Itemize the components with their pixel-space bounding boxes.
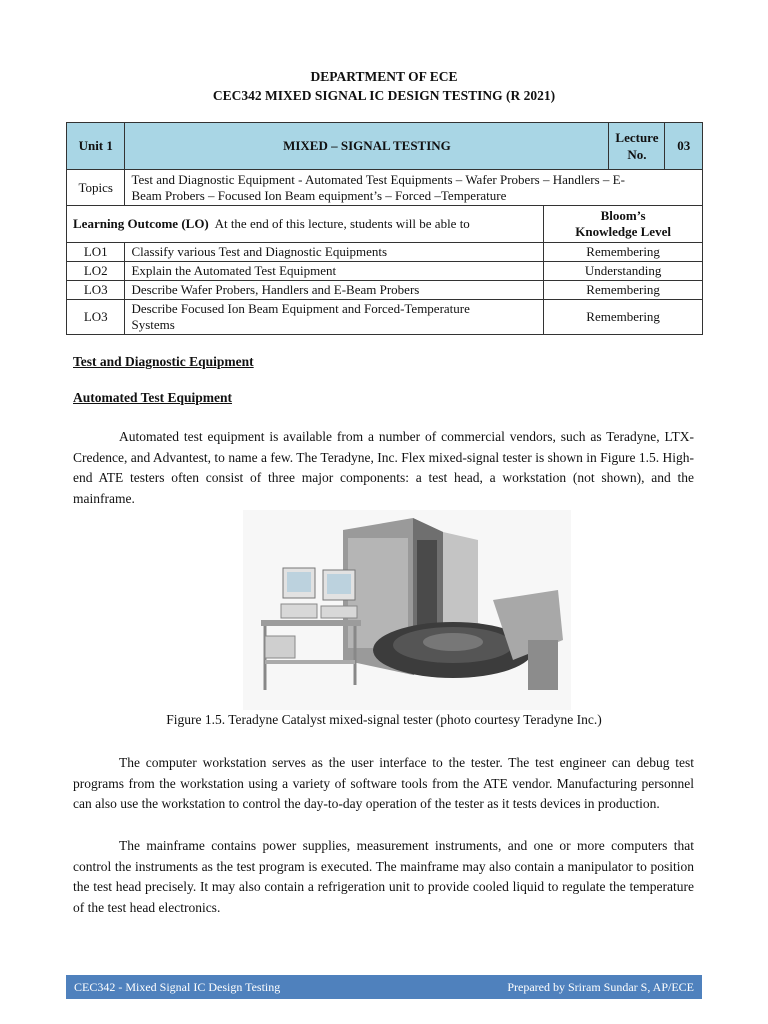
unit-title: MIXED – SIGNAL TESTING	[125, 123, 609, 170]
lo-text-line1: Describe Focused Ion Beam Equipment and Forced-Temperature	[131, 301, 470, 316]
paragraph-ate-intro: Automated test equipment is available from a number of commercial vendors, such as Teradyne, LTX-Credence, and Advantest, to name a few. The Teradyne, Inc. Flex mixed-signal tester is shown in Figure 1.5. High-end ATE testers often consist of three major components: a test head, a workstation (not shown), and the mainframe.	[73, 429, 694, 506]
topics-line2: Beam Probers – Focused Ion Beam equipment’s – Forced –Temperature	[131, 187, 507, 203]
lo-intro: At the end of this lecture, students will be able to	[214, 216, 470, 231]
lo-level: Understanding	[544, 262, 703, 281]
blooms-heading-line2: Knowledge Level	[575, 224, 671, 239]
lo-id: LO1	[67, 243, 125, 262]
lo-text	[125, 300, 544, 335]
footer-course: CEC342 - Mixed Signal IC Design Testing	[74, 979, 281, 994]
table-row	[67, 300, 703, 335]
lo-level: Remembering	[544, 243, 703, 262]
course-heading: CEC342 MIXED SIGNAL IC DESIGN TESTING (R 2021)	[212, 88, 556, 103]
topics-label: Topics	[67, 170, 125, 206]
lo-text: Explain the Automated Test Equipment	[125, 262, 544, 281]
topics-text	[125, 170, 703, 206]
lo-id: LO3	[67, 281, 125, 300]
lo-text: Classify various Test and Diagnostic Equipments	[125, 243, 544, 262]
lo-heading-cell	[67, 206, 544, 243]
section-heading-ate: Automated Test Equipment	[73, 390, 233, 405]
lecture-info-table	[66, 122, 703, 335]
topics-line1: Test and Diagnostic Equipment - Automated Test Equipments – Wafer Probers – Handlers – E-	[131, 171, 625, 187]
tester-illustration	[243, 510, 571, 710]
lo-heading: Learning Outcome (LO)	[73, 216, 209, 231]
lo-text: Describe Wafer Probers, Handlers and E-Beam Probers	[125, 281, 544, 300]
department-heading: DEPARTMENT OF ECE	[310, 69, 458, 84]
table-row	[67, 243, 703, 262]
lecture-label	[609, 123, 665, 170]
unit-label: Unit 1	[67, 123, 125, 170]
blooms-heading	[544, 206, 703, 243]
tester-photo	[243, 510, 571, 710]
section-heading-test-diagnostic: Test and Diagnostic Equipment	[73, 354, 254, 369]
table-row	[67, 281, 703, 300]
blooms-heading-line1: Bloom’s	[600, 208, 646, 223]
figure-caption: Figure 1.5. Teradyne Catalyst mixed-signal tester (photo courtesy Teradyne Inc.)	[166, 712, 602, 727]
lo-text-line2: Systems	[131, 317, 175, 332]
footer-author: Prepared by Sriram Sundar S, AP/ECE	[507, 979, 694, 994]
lecture-label-line1: Lecture	[615, 130, 659, 145]
paragraph-workstation: The computer workstation serves as the user interface to the tester. The test engineer can debug test programs from the workstation using a variety of software tools from the ATE vendor. Manufacturing personnel can also use the workstation to control the day-to-day operation of the tester as it tests devices in production.	[73, 755, 694, 812]
lo-level: Remembering	[544, 300, 703, 335]
lo-id: LO3	[67, 300, 125, 335]
lo-level: Remembering	[544, 281, 703, 300]
paragraph-mainframe: The mainframe contains power supplies, measurement instruments, and one or more computers that control the instruments as the test program is executed. The mainframe may also contain a manipulator to position the test head precisely. It may also contain a refrigeration unit to provide cooled liquid to regulate the temperature of the test head electronics.	[73, 838, 694, 915]
table-row	[67, 262, 703, 281]
lo-id: LO2	[67, 262, 125, 281]
lecture-label-line2: No.	[627, 147, 647, 162]
page-footer	[66, 975, 702, 999]
lecture-number: 03	[665, 123, 703, 170]
